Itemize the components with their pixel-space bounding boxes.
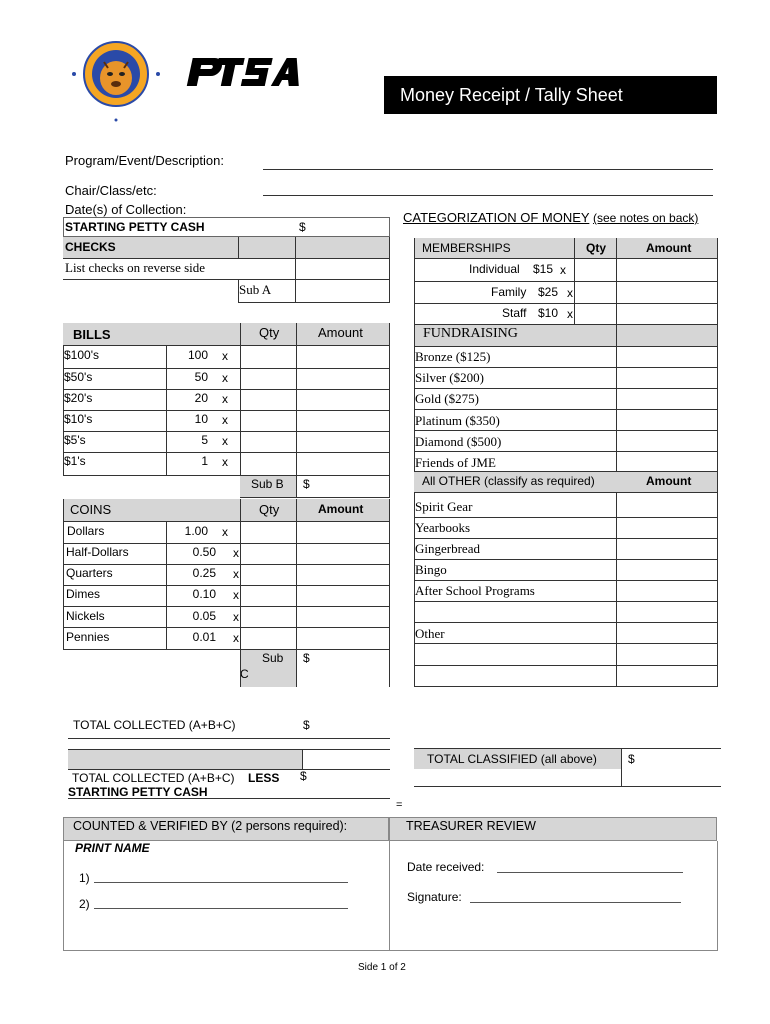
bill-value: 5: [201, 433, 208, 447]
coin-label: Pennies: [66, 630, 110, 644]
date-received-line[interactable]: [497, 872, 683, 873]
other-item: After School Programs: [415, 583, 535, 598]
chair-line[interactable]: [263, 195, 713, 196]
page-title: Money Receipt / Tally Sheet: [400, 85, 623, 105]
other-item: Spirit Gear: [415, 499, 473, 514]
signer-2-label: 2): [79, 897, 90, 911]
total-collected-label: TOTAL COLLECTED (A+B+C): [73, 718, 236, 732]
total-classified-dollar: $: [628, 752, 635, 766]
dates-label: Date(s) of Collection:: [65, 202, 187, 217]
chair-label: Chair/Class/etc:: [65, 183, 157, 198]
print-name-label: PRINT NAME: [75, 841, 150, 855]
coin-label: Dimes: [66, 587, 101, 601]
total-collected-dollar: $: [303, 718, 310, 732]
page-footer: Side 1 of 2: [358, 962, 406, 973]
categorization-heading: [403, 211, 698, 224]
other-item: Bingo: [415, 562, 447, 577]
times-sign: x: [567, 307, 573, 321]
coin-label: Quarters: [66, 566, 113, 580]
coin-value: 0.50: [192, 545, 216, 559]
equals-sign: =: [396, 799, 403, 811]
membership-label: Family: [491, 285, 527, 299]
signature-label: Signature:: [407, 890, 462, 904]
bill-label: $10's: [64, 412, 93, 426]
signature-line[interactable]: [470, 902, 681, 903]
memberships-qty-header: Qty: [586, 241, 607, 255]
bill-label: $5's: [64, 433, 86, 447]
coin-value: 1.00: [184, 524, 208, 538]
categorization-title: CATEGORIZATION OF MONEY: [403, 210, 590, 225]
total-less-label-3: STARTING PETTY CASH: [68, 785, 208, 799]
all-other-header: All OTHER (classify as required): [422, 474, 595, 488]
total-less-label-1: TOTAL COLLECTED (A+B+C): [72, 771, 235, 785]
checks-note: List checks on reverse side: [65, 260, 206, 275]
other-item: Other: [415, 626, 445, 641]
program-line[interactable]: [263, 169, 713, 170]
memberships-amount-header: Amount: [646, 241, 692, 255]
times-sign: x: [222, 413, 228, 427]
school-seal-logo: [64, 22, 168, 126]
fundraising-header: FUNDRAISING: [423, 326, 518, 341]
sub-b-dollar: $: [303, 477, 310, 491]
times-sign: x: [222, 349, 228, 363]
membership-price: $25: [538, 285, 559, 299]
coin-value: 0.10: [192, 587, 216, 601]
categorization-note: (see notes on back): [592, 211, 699, 225]
bill-value: 50: [194, 370, 208, 384]
membership-label: Staff: [502, 306, 527, 320]
bills-qty-header: Qty: [259, 325, 280, 340]
date-received-label: Date received:: [407, 860, 485, 874]
bill-label: $1's: [64, 454, 86, 468]
times-sign: x: [560, 263, 566, 277]
sub-b-label: Sub B: [251, 477, 284, 491]
other-item: Yearbooks: [415, 520, 471, 535]
bill-value: 100: [187, 348, 208, 362]
total-classified-label: TOTAL CLASSIFIED (all above): [427, 752, 597, 766]
petty-cash-label: STARTING PETTY CASH: [65, 220, 205, 234]
other-item: Gingerbread: [415, 541, 480, 556]
times-sign: x: [233, 588, 239, 602]
coins-amount-header: Amount: [318, 502, 364, 516]
checks-label: CHECKS: [65, 240, 116, 254]
sub-c-dollar: $: [303, 651, 310, 665]
title-banner: [384, 76, 717, 114]
bill-value: 1: [201, 454, 208, 468]
coin-value: 0.25: [192, 566, 216, 580]
program-label: Program/Event/Description:: [65, 153, 224, 168]
membership-price: $15: [533, 262, 554, 276]
sub-c-label-1: Sub: [262, 651, 284, 665]
membership-label: Individual: [469, 262, 520, 276]
times-sign: x: [233, 546, 239, 560]
fund-item: Diamond ($500): [415, 434, 502, 449]
times-sign: x: [233, 567, 239, 581]
memberships-header: MEMBERSHIPS: [422, 241, 511, 255]
coin-label: Nickels: [66, 609, 105, 623]
fund-item: Friends of JME: [415, 455, 496, 470]
total-less-label-2: LESS: [248, 771, 280, 785]
times-sign: x: [233, 610, 239, 624]
fund-item: Silver ($200): [415, 370, 484, 385]
times-sign: x: [222, 434, 228, 448]
sub-c-label-2: C: [240, 667, 249, 681]
times-sign: x: [567, 286, 573, 300]
times-sign: x: [222, 455, 228, 469]
bills-header: BILLS: [73, 327, 111, 342]
bill-label: $50's: [64, 370, 93, 384]
counted-verified-header: COUNTED & VERIFIED BY (2 persons required):: [73, 819, 348, 833]
signer-1-line[interactable]: [94, 882, 348, 883]
coins-header: COINS: [70, 502, 112, 517]
bills-amount-header: Amount: [318, 325, 363, 340]
ptsa-logo: [182, 52, 306, 92]
all-other-amount-header: Amount: [646, 474, 692, 488]
treasurer-review-header: TREASURER REVIEW: [406, 819, 536, 833]
times-sign: x: [233, 631, 239, 645]
times-sign: x: [222, 371, 228, 385]
times-sign: x: [222, 392, 228, 406]
sub-a-label: Sub A: [239, 282, 272, 297]
coin-label: Half-Dollars: [66, 545, 129, 559]
coins-qty-header: Qty: [259, 502, 280, 517]
bill-value: 10: [194, 412, 208, 426]
petty-cash-dollar: $: [299, 220, 306, 234]
signer-1-label: 1): [79, 871, 90, 885]
fund-item: Platinum ($350): [415, 413, 500, 428]
membership-price: $10: [538, 306, 559, 320]
bill-value: 20: [194, 391, 208, 405]
fund-item: Gold ($275): [415, 391, 479, 406]
coin-value: 0.01: [192, 630, 216, 644]
coin-label: Dollars: [67, 524, 105, 538]
bill-label: $20's: [64, 391, 93, 405]
signer-2-line[interactable]: [94, 908, 348, 909]
times-sign: x: [222, 525, 228, 539]
bill-label: $100's: [64, 348, 99, 362]
total-less-dollar: $: [300, 769, 307, 783]
fund-item: Bronze ($125): [415, 349, 491, 364]
coin-value: 0.05: [192, 609, 216, 623]
